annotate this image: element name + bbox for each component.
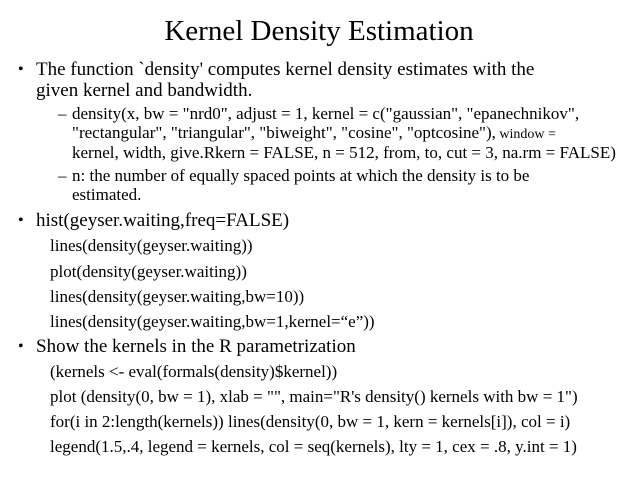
bullet-glyph: • [18,338,24,355]
bullet-text: Show the kernels in the R parametrization [36,336,356,357]
subbullet-text: estimated. [72,185,142,204]
subbullet-text-main: "rectangular", "triangular", "biweight", "cosine", "optcosine"), [72,123,496,142]
code-line: lines(density(geyser.waiting)) [50,236,253,255]
code-line: lines(density(geyser.waiting,bw=1,kernel=“e”)) [50,312,375,331]
subbullet-marker [58,104,67,123]
code-line: plot(density(geyser.waiting)) [50,262,247,281]
code-line: (kernels <- eval(formals(density)$kernel)) [50,362,338,381]
subbullet-text [72,123,556,144]
code-line: legend(1.5,.4, legend = kernels, col = seq(kernels), lty = 1, cex = .8, y.int = 1) [50,437,577,456]
bullet-marker [18,210,24,231]
subbullet-text-small: kernel, width, give.Rkern = FALSE, n = 512, from, to, cut = 3, na.rm = FALSE) [72,143,616,162]
bullet-glyph: • [18,61,24,78]
slide-title: Kernel Density Estimation [164,15,474,47]
bullet-glyph: • [18,212,24,229]
subbullet-marker [58,166,67,185]
code-line: plot (density(0, bw = 1), xlab = "", main="R's density() kernels with bw = 1") [50,387,578,406]
subbullet-text: n: the number of equally spaced points at which the density is to be [72,166,530,185]
bullet-marker [18,59,24,80]
bullet-text: given kernel and bandwidth. [36,80,253,101]
bullet-text: hist(geyser.waiting,freq=FALSE) [36,210,290,231]
dash-glyph: – [58,104,67,123]
subbullet-text: density(x, bw = "nrd0", adjust = 1, kernel = c("gaussian", "epanechnikov", [72,104,580,123]
code-line: for(i in 2:length(kernels)) lines(density(0, bw = 1, kern = kernels[i]), col = i) [50,412,571,431]
subbullet-text-small: window = [495,127,556,142]
bullet-marker [18,336,24,357]
code-line: lines(density(geyser.waiting,bw=10)) [50,287,305,306]
dash-glyph: – [58,166,67,185]
bullet-text: The function `density' computes kernel density estimates with the [36,59,535,80]
